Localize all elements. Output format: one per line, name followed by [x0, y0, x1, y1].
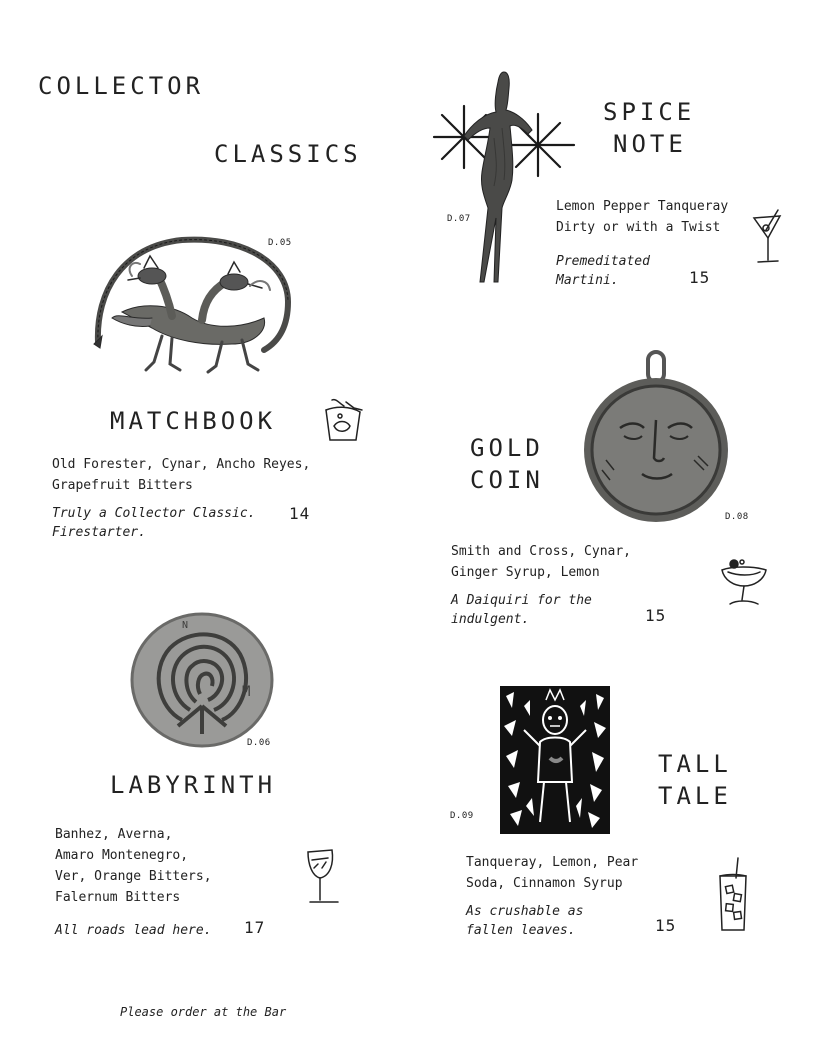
svg-text:M: M: [242, 684, 251, 700]
ingredient-line: Falernum Bitters: [55, 890, 181, 905]
woodcut-figure-illustration: [500, 686, 610, 834]
tagline-line: All roads lead here.: [55, 923, 212, 938]
highball-glass-icon: [716, 856, 750, 934]
matchbook-ingredients: [52, 454, 310, 496]
gold-coin-name-line1: GOLD: [470, 434, 544, 462]
rocks-glass-icon: [322, 396, 364, 444]
matchbook-price: 14: [289, 504, 311, 523]
ingredient-line: Banhez, Averna,: [55, 827, 173, 842]
gold-coin-tagline: [451, 591, 592, 629]
tagline-line: fallen leaves.: [466, 923, 576, 938]
tall-tale-tagline: [466, 902, 583, 940]
sun-face-coin-illustration: [584, 350, 734, 530]
spice-note-code: D.07: [447, 214, 471, 224]
ingredient-line: Soda, Cinnamon Syrup: [466, 876, 623, 891]
header-title-line2: CLASSICS: [214, 140, 362, 168]
tagline-line: As crushable as: [466, 904, 584, 919]
ingredient-line: Dirty or with a Twist: [556, 220, 721, 235]
gold-coin-ingredients: [451, 541, 631, 583]
ingredient-line: Lemon Pepper Tanqueray: [556, 199, 729, 214]
wine-glass-icon: [304, 848, 342, 906]
gold-coin-name-line2: COIN: [470, 466, 544, 494]
tagline-line: indulgent.: [451, 612, 530, 627]
spice-note-name-line1: SPICE: [603, 98, 696, 126]
labyrinth-tagline: [55, 921, 212, 940]
header-title-line1: COLLECTOR: [38, 72, 205, 100]
labyrinth-code: D.06: [247, 738, 271, 748]
ingredient-line: Ginger Syrup, Lemon: [451, 565, 600, 580]
ingredient-line: Smith and Cross, Cynar,: [451, 544, 632, 559]
labyrinth-ingredients: [55, 824, 212, 908]
matchbook-tagline: [52, 504, 256, 542]
ingredient-line: Old Forester, Cynar, Ancho Reyes,: [52, 457, 311, 472]
ingredient-line: Amaro Montenegro,: [55, 848, 189, 863]
tall-tale-price: 15: [655, 916, 677, 935]
tagline-line: Firestarter.: [52, 525, 146, 540]
spice-note-tagline: [556, 252, 650, 290]
matchbook-code: D.05: [268, 238, 292, 248]
tagline-line: A Daiquiri for the: [451, 593, 592, 608]
matchbook-name: MATCHBOOK: [110, 407, 277, 435]
martini-glass-icon: [750, 208, 784, 266]
tagline-line: Truly a Collector Classic.: [52, 506, 256, 521]
two-headed-dragon-illustration: [92, 232, 292, 380]
tall-tale-ingredients: [466, 852, 638, 894]
order-note: Please order at the Bar: [120, 1005, 287, 1019]
ingredient-line: Grapefruit Bitters: [52, 478, 193, 493]
ingredient-line: Ver, Orange Bitters,: [55, 869, 212, 884]
tagline-line: Martini.: [556, 273, 619, 288]
gold-coin-price: 15: [645, 606, 667, 625]
tall-tale-name-line1: TALL: [658, 750, 732, 778]
tagline-line: Premeditated: [556, 254, 650, 269]
labyrinth-price: 17: [244, 918, 266, 937]
labyrinth-coin-illustration: [130, 610, 274, 750]
labyrinth-name: LABYRINTH: [110, 771, 277, 799]
svg-text:N: N: [182, 620, 189, 631]
spice-note-price: 15: [689, 268, 711, 287]
spice-note-ingredients: [556, 196, 728, 238]
coupe-glass-icon: [720, 556, 768, 608]
tall-tale-name-line2: TALE: [658, 782, 732, 810]
gold-coin-code: D.08: [725, 512, 749, 522]
ingredient-line: Tanqueray, Lemon, Pear: [466, 855, 639, 870]
spice-note-name-line2: NOTE: [613, 130, 687, 158]
tall-tale-code: D.09: [450, 811, 474, 821]
